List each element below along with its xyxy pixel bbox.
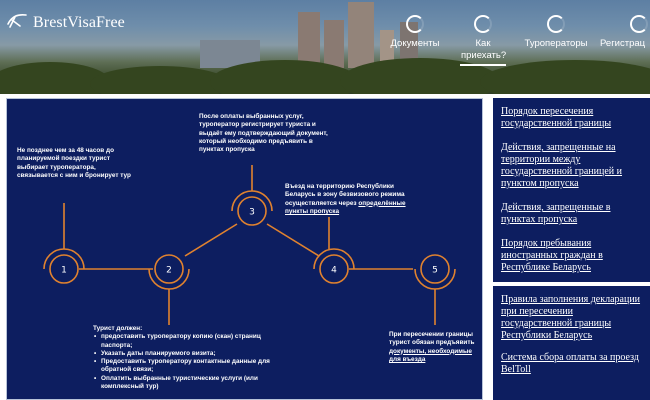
nav-label: Документы — [390, 38, 440, 49]
connector-3-4 — [267, 224, 319, 256]
step-4-text: Въезд на территорию Республики Беларусь в зону безвизового режима осуществляется через — [285, 183, 405, 207]
nav-item-documents[interactable] — [386, 15, 444, 50]
nav-label: Регистрац — [600, 38, 646, 49]
step-2-note — [93, 325, 283, 391]
step-4-number: 4 — [331, 265, 337, 276]
step-1-number: 1 — [61, 265, 67, 276]
list-item: • Предоставить туроператору контактные данные для обратной связи; — [93, 358, 283, 375]
list-item: • предоставить туроператору копию (скан) страниц паспорта; — [93, 333, 283, 350]
logo-text: BrestVisaFree — [33, 14, 125, 31]
sidebar-link-declaration-rules[interactable]: Правила заполнения декларации при пересечении государственной границы Республики Беларусь — [501, 294, 641, 341]
building-shape — [348, 2, 374, 68]
nav-item-tour-operators[interactable] — [520, 15, 592, 50]
step-4-note — [285, 183, 409, 216]
site-logo[interactable] — [6, 12, 125, 34]
site-header — [0, 0, 650, 94]
sidebar-links-bottom — [493, 286, 650, 400]
sidebar-links-top — [493, 98, 650, 282]
step-3-number: 3 — [249, 207, 255, 218]
nav-ring-icon — [406, 15, 424, 33]
step-5-text: При пересечении границы турист обязан предъявить — [389, 331, 475, 347]
sidebar-link-beltoll[interactable]: Система сбора оплаты за проезд BelToll — [501, 352, 639, 375]
nav-ring-icon — [630, 15, 648, 33]
sidebar-link-stay-rules[interactable]: Порядок пребывания иностранных граждан в Республике Беларусь — [501, 238, 603, 273]
checkpoints-link[interactable]: определённые пункты пропуска — [285, 199, 406, 215]
nav-ring-icon — [474, 15, 492, 33]
step-5-note — [389, 331, 477, 364]
entry-documents-link[interactable]: документы, необходимые для въезда — [389, 347, 472, 363]
step-5-number: 5 — [432, 265, 438, 276]
nav-item-registration[interactable] — [600, 15, 650, 50]
step-1-note: Не позднее чем за 48 часов до планируемой поездки турист выбирает туроператора, связывается с ним и бронирует тур — [17, 147, 131, 179]
step-2-list — [93, 333, 283, 391]
sidebar-link-border-crossing[interactable]: Порядок пересечения государственной границы — [501, 106, 612, 129]
nav-label: Как приехать? — [461, 38, 507, 61]
step-2-title: Турист должен: — [93, 325, 143, 332]
nav-ring-icon — [547, 15, 565, 33]
sidebar-link-prohibited-territory[interactable]: Действия, запрещенные на территории между государственной границей и пунктом пропуска — [501, 142, 623, 189]
nav-label: Туроператоры — [524, 38, 588, 49]
nav-item-how-to-arrive[interactable] — [456, 15, 510, 66]
nav-active-underline — [460, 64, 506, 66]
list-item: • Указать даты планируемого визита; — [93, 350, 283, 358]
step-3-note: После оплаты выбранных услуг, туроператор регистрирует туриста и выдаёт ему подтверждающий документ, который необходимо предъявить в пунктах пропуска — [199, 113, 328, 154]
steps-diagram-panel — [6, 98, 483, 400]
sidebar-link-prohibited-checkpoints[interactable]: Действия, запрещенные в пунктах пропуска — [501, 202, 611, 225]
step-2-number: 2 — [166, 265, 172, 276]
list-item: • Оплатить выбранные туристические услуги (или комплексный тур) — [93, 375, 283, 392]
tree-shape — [90, 66, 230, 94]
building-shape — [324, 20, 344, 68]
connector-2-3 — [185, 224, 237, 256]
plane-icon — [6, 12, 28, 34]
